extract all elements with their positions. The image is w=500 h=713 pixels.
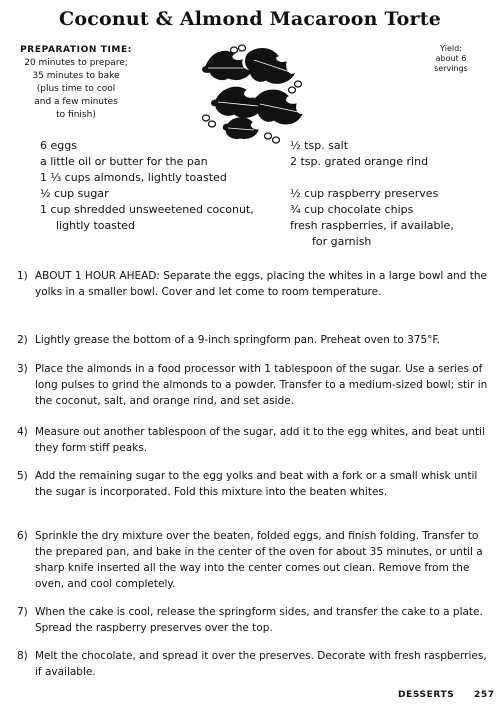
step-number: 7): [17, 606, 28, 618]
footer-section: DESSERTS: [398, 690, 455, 700]
step-text: Add the remaining sugar to the egg yolks and beat with a fork or a small whisk until the sugar is incorporated. Fold this mixture into the beaten whites.: [35, 470, 478, 498]
instruction-step: [17, 424, 492, 456]
step-text: Melt the chocolate, and spread it over the preserves. Decorate with fresh raspberries, if available.: [35, 650, 487, 678]
preparation-line: (plus time to cool: [36, 84, 116, 94]
step-number: 4): [17, 426, 28, 438]
instruction-step: [17, 468, 492, 500]
step-text: Sprinkle the dry mixture over the beaten, folded eggs, and finish folding. Transfer to the prepared pan, and bake in the center of the oven for about 35 minutes, or until a sharp knife inserted all the way into the center comes out clean. Remove from the oven, and cool completely.: [35, 530, 483, 590]
ingredient: ½ cup raspberry preserves: [290, 187, 439, 200]
ingredient: ¾ cup chocolate chips: [290, 203, 414, 216]
preparation-line: 20 minutes to prepare;: [24, 58, 128, 68]
step-number: 5): [17, 470, 28, 482]
ingredients-left-column: [40, 138, 280, 234]
instruction-step: [17, 268, 492, 300]
recipe-title: Coconut & Almond Macaroon Torte: [59, 8, 441, 30]
preparation-time-label: PREPARATION TIME:: [20, 45, 132, 55]
instruction-step: [17, 604, 492, 636]
step-number: 1): [17, 270, 28, 282]
oak-leaves-illustration: [198, 44, 306, 144]
ingredient: 2 tsp. grated orange rind: [290, 155, 429, 168]
yield-line: servings: [434, 64, 468, 73]
step-number: 3): [17, 363, 28, 375]
ingredient: fresh raspberries, if available,: [290, 219, 454, 232]
step-text: Place the almonds in a food processor with 1 tablespoon of the sugar. Use a series of long pulses to grind the almonds to a powder. Transfer to a medium-sized bowl; stir in the coconut, salt, and orange rind, and set aside.: [35, 363, 488, 407]
instruction-step: [17, 648, 492, 680]
step-text: ABOUT 1 HOUR AHEAD: Separate the eggs, placing the whites in a large bowl and the yolks in a smaller bowl. Cover and let come to room temperature.: [35, 270, 488, 298]
ingredients-right-column: [290, 138, 495, 250]
instruction-step: [17, 528, 492, 592]
ingredient: 6 eggs: [40, 139, 77, 152]
step-number: 6): [17, 530, 28, 542]
yield-line: about 6: [435, 54, 467, 63]
ingredient: 1 ⅓ cups almonds, lightly toasted: [40, 171, 227, 184]
ingredient: lightly toasted: [56, 219, 136, 232]
instruction-step: [17, 332, 492, 348]
ingredient: for garnish: [312, 235, 372, 248]
preparation-line: to finish): [56, 110, 96, 120]
step-text: When the cake is cool, release the springform sides, and transfer the cake to a plate. Spread the raspberry preserves over the top.: [35, 606, 483, 634]
ingredient: a little oil or butter for the pan: [40, 155, 208, 168]
yield-note: [420, 44, 482, 74]
ingredient: ½ tsp. salt: [290, 139, 349, 152]
page-number: 257: [474, 690, 495, 700]
ingredient: 1 cup shredded unsweetened coconut,: [40, 203, 254, 216]
step-text: Measure out another tablespoon of the sugar, add it to the egg whites, and beat until they form stiff peaks.: [35, 426, 486, 454]
preparation-line: and a few minutes: [34, 97, 118, 107]
preparation-time: [6, 44, 146, 122]
instruction-step: [17, 361, 492, 409]
preparation-line: 35 minutes to bake: [32, 71, 120, 81]
yield-line: Yield:: [440, 44, 462, 53]
step-number: 8): [17, 650, 28, 662]
step-text: Lightly grease the bottom of a 9-inch springform pan. Preheat oven to 375°F.: [35, 334, 441, 346]
ingredient: ½ cup sugar: [40, 187, 109, 200]
step-number: 2): [17, 334, 28, 346]
